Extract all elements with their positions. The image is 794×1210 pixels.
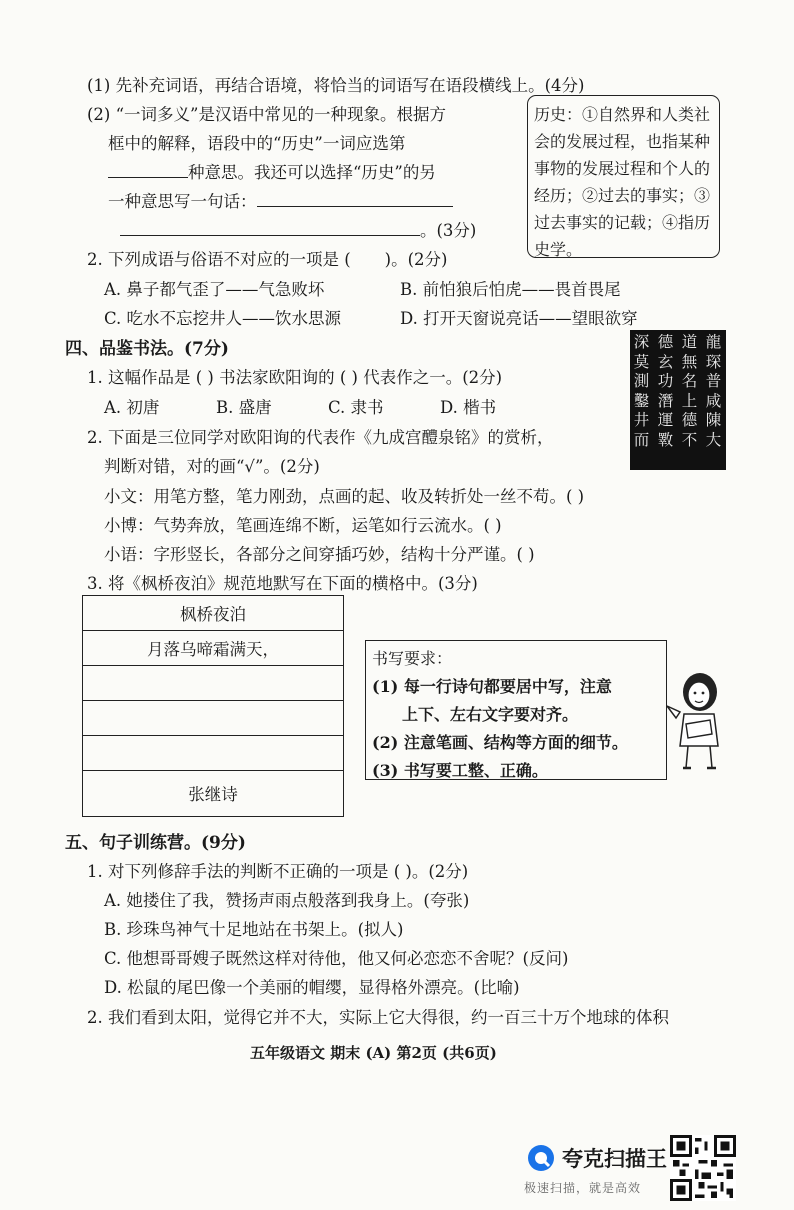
- writing-requirements-box: [365, 640, 667, 780]
- option-b: B. 前怕狼后怕虎——畏首畏尾: [400, 280, 621, 299]
- qr-code-icon: [670, 1135, 736, 1201]
- poem-writing-grid: [82, 595, 344, 817]
- answer-blank[interactable]: [257, 190, 453, 208]
- grid-row-blank[interactable]: [83, 701, 343, 736]
- comment-xiaoyu: 小语：字形竖长，各部分之间穿插巧妙，结构十分严谨。( ): [104, 545, 535, 564]
- calligraphy-column: 龍琛普咸陳大: [705, 333, 722, 449]
- q3-sub2-line4: 一种意思写一句话：: [108, 188, 453, 212]
- calligraphy-column: 道無名上德不: [681, 333, 698, 449]
- requirements-title: 书写要求：: [372, 649, 453, 668]
- grid-row: 张继诗: [188, 785, 238, 804]
- teacher-illustration-icon: [666, 668, 726, 772]
- s5-q1: 1. 对下列修辞手法的判断不正确的一项是 ( )。(2分): [87, 862, 469, 881]
- requirement-item: (2) 注意笔画、结构等方面的细节。: [372, 733, 628, 752]
- requirement-item: 上下、左右文字要对齐。: [402, 705, 579, 724]
- answer-blank[interactable]: [108, 161, 188, 179]
- scanner-brand: 夸克扫描王: [562, 1147, 667, 1171]
- q3-sub2-line2: 框中的解释，语段中的“历史”一词应选第: [108, 134, 406, 153]
- q3-sub2-line3: 种意思。我还可以选择“历史”的另: [108, 159, 436, 183]
- history-definition-box: 历史：①自然界和人类社会的发展过程，也指某种事物的发展过程和个人的经历；②过去的事实；③过去事实的记载；④指历史学。: [527, 95, 720, 258]
- q3-2-stem: 2. 下列成语与俗语不对应的一项是 ( )。(2分): [87, 250, 448, 269]
- scanner-slogan: 极速扫描，就是高效: [524, 1181, 642, 1195]
- grid-row: 月落乌啼霜满天，: [83, 631, 343, 666]
- comment-xiaowen: 小文：用笔方整，笔力刚劲，点画的起、收及转折处一丝不苟。( ): [104, 487, 585, 506]
- q3-sub2-line5: 。(3分): [120, 217, 476, 241]
- s4-q3: 3. 将《枫桥夜泊》规范地默写在下面的横格中。(3分): [87, 574, 478, 593]
- s5-option-b: B. 珍珠鸟神气十足地站在书架上。(拟人): [104, 920, 404, 939]
- section5-title: 五、句子训练营。(9分): [65, 833, 246, 853]
- q3-sub1: (1) 先补充词语，再结合语境，将恰当的词语写在语段横线上。(4分): [87, 76, 585, 95]
- requirement-item: (1) 每一行诗句都要居中写，注意: [372, 677, 612, 696]
- s5-q2: 2. 我们看到太阳，觉得它并不大，实际上它大得很，约一百三十万个地球的体积: [87, 1008, 669, 1027]
- s4-q1-option-d: D. 楷书: [440, 398, 497, 417]
- s4-q2-line2: 判断对错，对的画“√”。(2分): [104, 457, 320, 476]
- option-d: D. 打开天窗说亮话——望眼欲穿: [400, 309, 638, 328]
- scanner-logo-icon: [526, 1143, 556, 1173]
- requirement-item: (3) 书写要工整、正确。: [372, 761, 548, 780]
- calligraphy-column: 深莫測鑿井而: [633, 333, 650, 449]
- q3-sub2-line1: (2) “一词多义”是汉语中常见的一种现象。根据方: [87, 105, 446, 124]
- s5-option-d: D. 松鼠的尾巴像一个美丽的帽缨，显得格外漂亮。(比喻): [104, 978, 520, 997]
- calligraphy-column: 德玄功潛運斁: [657, 333, 674, 449]
- s4-q1-option-a: A. 初唐: [104, 398, 160, 417]
- section4-title: 四、品鉴书法。(7分): [65, 339, 229, 359]
- s4-q1-option-b: B. 盛唐: [216, 398, 272, 417]
- grid-row-blank[interactable]: [83, 736, 343, 771]
- s4-q1-option-c: C. 隶书: [328, 398, 384, 417]
- grid-row: 枫桥夜泊: [83, 596, 343, 631]
- comment-xiaobo: 小博：气势奔放，笔画连绵不断，运笔如行云流水。( ): [104, 516, 502, 535]
- s5-option-c: C. 他想哥哥嫂子既然这样对待他，他又何必恋恋不舍呢？(反问): [104, 949, 569, 968]
- option-a: A. 鼻子都气歪了——气急败坏: [104, 280, 325, 299]
- s4-q1: 1. 这幅作品是 ( ) 书法家欧阳询的 ( ) 代表作之一。(2分): [87, 368, 503, 387]
- grid-row-blank[interactable]: [83, 666, 343, 701]
- calligraphy-image: [630, 330, 726, 470]
- page-footer: 五年级语文 期末 (A) 第2页 (共6页): [250, 1044, 497, 1062]
- option-c: C. 吃水不忘挖井人——饮水思源: [104, 309, 342, 328]
- s4-q2-line1: 2. 下面是三位同学对欧阳询的代表作《九成宫醴泉铭》的赏析，: [87, 428, 554, 447]
- answer-blank[interactable]: [120, 219, 420, 237]
- s5-option-a: A. 她搂住了我，赞扬声雨点般落到我身上。(夸张): [104, 891, 470, 910]
